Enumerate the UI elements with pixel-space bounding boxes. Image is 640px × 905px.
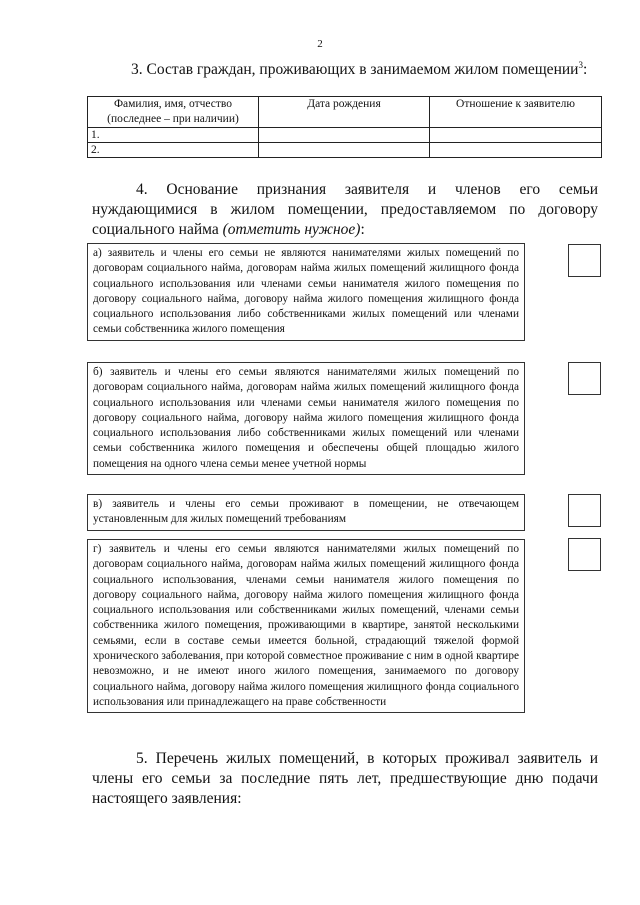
option-c-text: в) заявитель и члены его семьи проживают в помещении, не отвечающем установленным для жилых помещений требованиям: [87, 494, 525, 531]
option-a-checkbox[interactable]: [568, 244, 601, 277]
section-3-title-text: 3. Состав граждан, проживающих в занимаемом жилом помещении: [131, 61, 579, 78]
table-header-row: [88, 97, 602, 128]
header-birth-date: Дата рождения: [259, 97, 430, 128]
page-number: 2: [317, 38, 323, 50]
table-cell-birth-date[interactable]: [259, 128, 430, 143]
option-c-checkbox[interactable]: [568, 494, 601, 527]
header-relation: Отношение к заявителю: [430, 97, 602, 128]
table-cell-birth-date[interactable]: [259, 143, 430, 158]
section-3-title: [131, 60, 587, 80]
table-cell-name[interactable]: 2.: [88, 143, 259, 158]
section-3-colon: :: [582, 61, 588, 78]
table-row: [88, 128, 602, 143]
option-b-checkbox[interactable]: [568, 362, 601, 395]
table-cell-name[interactable]: 1.: [88, 128, 259, 143]
header-full-name: Фамилия, имя, отчество (последнее – при наличии): [88, 97, 259, 128]
table-cell-relation[interactable]: [430, 128, 602, 143]
citizens-table: [87, 96, 602, 158]
option-b-text: б) заявитель и члены его семьи являются нанимателями жилых помещений по договорам социального найма, договорам найма жилых помещений жилищного фонда социального использования или членами семьи нанимателя жилого помещения по договору социального найма, договору найма жилого помещения жилищного фонда социального использования либо собственниками жилых помещений или членами семьи собственника жилого помещения и обеспечены общей площадью жилого помещения на одного члена семьи менее учетной нормы: [87, 362, 525, 475]
footnote-mark: 3: [578, 59, 583, 70]
table-cell-relation[interactable]: [430, 143, 602, 158]
section-4-hint: (отметить нужное): [222, 221, 361, 238]
option-d-checkbox[interactable]: [568, 538, 601, 571]
section-4-colon: :: [360, 221, 365, 238]
option-a-text: а) заявитель и члены его семьи не являются нанимателями жилых помещений по договорам социального найма, договорам найма жилых помещений жилищного фонда социального использования или членами семьи нанимателя жилого помещения по договору социального найма, договору найма жилого помещения жилищного фонда социального использования либо собственниками жилых помещений или членами семьи собственника жилого помещения: [87, 243, 525, 341]
section-4-title-text: 4. Основание признания заявителя и членов его семьи нуждающимися в жилом помещении, предоставляемом по договору социального найма: [92, 181, 598, 238]
section-4-title: [92, 180, 598, 240]
section-5-title: 5. Перечень жилых помещений, в которых проживал заявитель и члены его семьи за последние пять лет, предшествующие дню подачи настоящего заявления:: [92, 750, 598, 807]
table-row: [88, 143, 602, 158]
option-d-text: г) заявитель и члены его семьи являются нанимателями жилых помещений по договорам социального найма, договорам найма жилых помещений жилищного фонда социального использования, членами семьи нанимателя жилого помещения по договору социального найма, договору найма жилого помещения жилищного фонда социального использования или собственниками жилых помещений, членами семьи собственника жилого помещения, проживающими в квартире, занятой несколькими семьями, если в составе семьи имеется больной, страдающий тяжелой формой хронического заболевания, при которой совместное проживание с ним в одной квартире невозможно, и не имеют иного жилого помещения, занимаемого по договору социального найма, договору найма жилого помещения жилищного фонда социального использования или принадлежащего на праве собственности: [87, 539, 525, 713]
